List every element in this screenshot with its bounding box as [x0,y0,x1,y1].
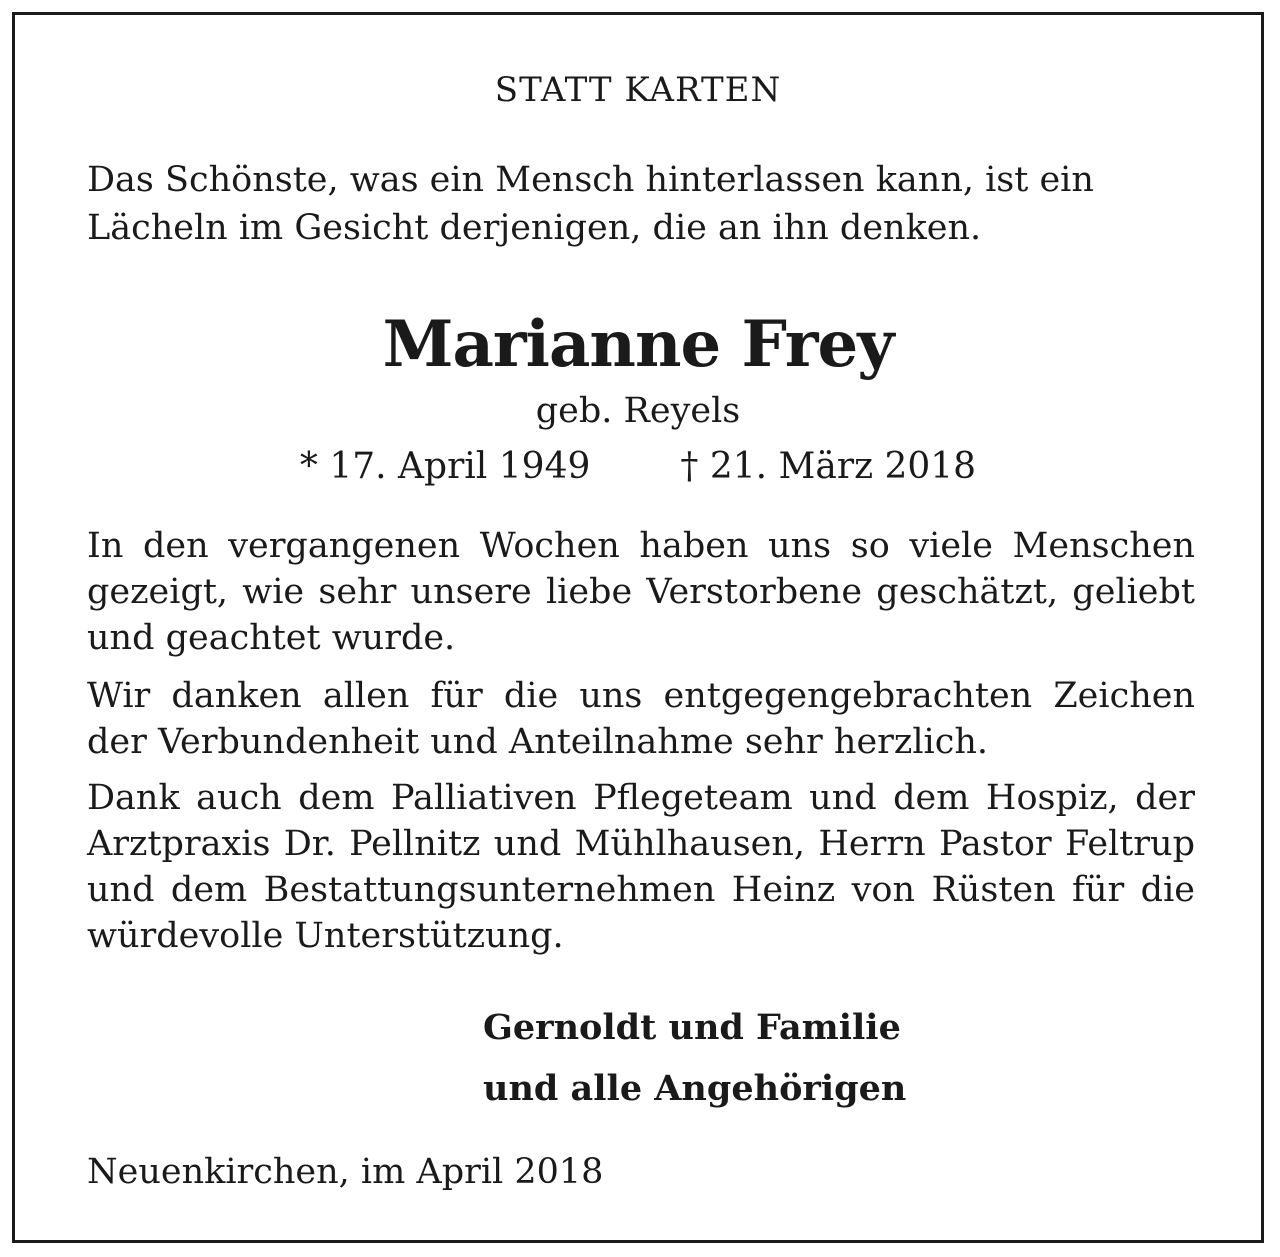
birth-date: * 17. April 1949 [299,446,591,487]
maiden-name: geb. Reyels [535,391,741,431]
place-and-date: Neuenkirchen, im April 2018 [87,1152,604,1192]
notice-header: STATT KARTEN [494,70,782,110]
signature-relatives: und alle Angehörigen [483,1068,907,1109]
thanks-paragraph-3: Dank auch dem Palliativen Pflegeteam und dem Hospiz, der Arztpraxis Dr. Pellnitz und Mühlhausen, Herrn Pastor Feltrup und dem Bestattungsunternehmen Heinz von Rüsten für die würdevolle Unterstützung. [87,778,1195,956]
memorial-quote: Das Schönste, was ein Mensch hinterlassen kann, ist ein Lächeln im Gesicht derjenigen, die an ihn denken. [87,160,1094,248]
thanks-paragraph-2: Wir danken allen für die uns entgegengebrachten Zeichen der Verbundenheit und Anteilnahme sehr herzlich. [87,676,1195,762]
thanks-paragraph-1: In den vergangenen Wochen haben uns so viele Menschen gezeigt, wie sehr unsere liebe Verstorbene geschätzt, geliebt und geachtet wurde. [87,526,1195,658]
signature-family: Gernoldt und Familie [483,1007,901,1048]
obituary-notice [12,12,1264,1243]
death-date: † 21. März 2018 [680,446,977,487]
deceased-name: Marianne Frey [382,307,894,382]
life-dates [15,443,1261,491]
